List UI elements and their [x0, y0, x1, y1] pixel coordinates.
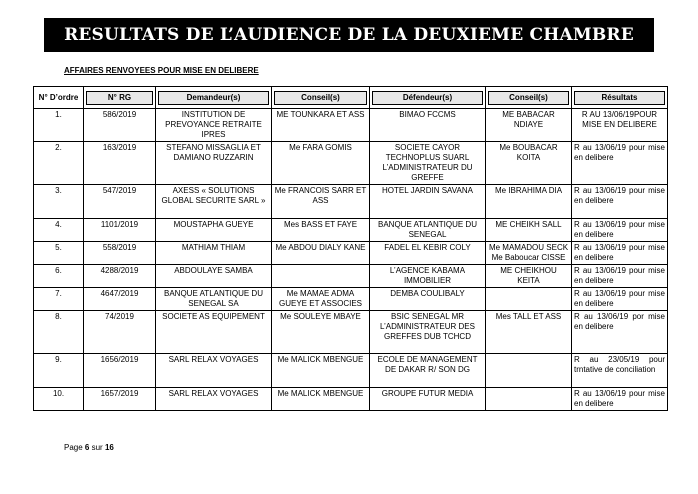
- cell-rg: 1101/2019: [84, 219, 156, 242]
- cell-ordre: 8.: [34, 311, 84, 354]
- cell-defendeur: ECOLE DE MANAGEMENT DE DAKAR R/ SON DG: [370, 354, 486, 388]
- table-row: [34, 219, 668, 242]
- page-footer: Page 6 sur 16: [64, 443, 114, 452]
- cell-rg: 4647/2019: [84, 288, 156, 311]
- table-header-row: [34, 87, 668, 109]
- table-row: [34, 242, 668, 265]
- cell-defendeur: BSIC SENEGAL MR L’ADMINISTRATEUR DES GREFFES DUB TCHCD: [370, 311, 486, 354]
- cell-conseil-defendeur: ME BABACAR NDIAYE: [486, 109, 572, 142]
- cell-defendeur: DEMBA COULIBALY: [370, 288, 486, 311]
- cell-ordre: 1.: [34, 109, 84, 142]
- cell-conseil-defendeur: Me MAMADOU SECK Me Baboucar CISSE: [486, 242, 572, 265]
- cell-rg: 1656/2019: [84, 354, 156, 388]
- cell-defendeur: HOTEL JARDIN SAVANA: [370, 185, 486, 219]
- cell-rg: 4288/2019: [84, 265, 156, 288]
- cell-defendeur: GROUPE FUTUR MEDIA: [370, 388, 486, 411]
- cell-conseil-defendeur: Me IBRAHIMA DIA: [486, 185, 572, 219]
- cell-conseil-demandeur: Me SOULEYE MBAYE: [272, 311, 370, 354]
- cell-defendeur: BIMAO FCCMS: [370, 109, 486, 142]
- cell-resultat: R au 13/06/19 pour mise en delibere: [572, 288, 668, 311]
- cell-conseil-defendeur: [486, 288, 572, 311]
- cell-demandeur: SARL RELAX VOYAGES: [156, 388, 272, 411]
- cell-resultat: R au 13/06/19 pour mise en delibere: [572, 388, 668, 411]
- table-row: [34, 185, 668, 219]
- cell-ordre: 7.: [34, 288, 84, 311]
- cell-conseil-defendeur: [486, 388, 572, 411]
- cell-defendeur: L’AGENCE KABAMA IMMOBILIER: [370, 265, 486, 288]
- cell-defendeur: FADEL EL KEBIR COLY: [370, 242, 486, 265]
- cell-rg: 74/2019: [84, 311, 156, 354]
- table-row: [34, 388, 668, 411]
- cell-resultat: R au 13/06/19 pour mise en delibere: [572, 265, 668, 288]
- cell-demandeur: INSTITUTION DE PREVOYANCE RETRAITE IPRES: [156, 109, 272, 142]
- header-ordre: N° D’ordre: [34, 87, 84, 109]
- table-row: [34, 109, 668, 142]
- table-row: [34, 288, 668, 311]
- cell-conseil-defendeur: Me BOUBACAR KOITA: [486, 142, 572, 185]
- page-title: RESULTATS DE L’AUDIENCE DE LA DEUXIEME CHAMBRE: [44, 18, 654, 52]
- cell-conseil-demandeur: ME TOUNKARA ET ASS: [272, 109, 370, 142]
- cell-ordre: 10.: [34, 388, 84, 411]
- cell-ordre: 6.: [34, 265, 84, 288]
- cell-rg: 547/2019: [84, 185, 156, 219]
- cell-demandeur: AXESS « SOLUTIONS GLOBAL SECURITE SARL »: [156, 185, 272, 219]
- cell-defendeur: BANQUE ATLANTIQUE DU SENEGAL: [370, 219, 486, 242]
- table-row: [34, 265, 668, 288]
- cell-resultat: R au 23/05/19 pour trntative de conciliation: [572, 354, 668, 388]
- cell-conseil-demandeur: Mes BASS ET FAYE: [272, 219, 370, 242]
- header-resultats: Résultats: [572, 87, 668, 109]
- cell-ordre: 9.: [34, 354, 84, 388]
- cell-conseil-defendeur: Mes TALL ET ASS: [486, 311, 572, 354]
- cell-ordre: 5.: [34, 242, 84, 265]
- header-defendeur: Défendeur(s): [370, 87, 486, 109]
- cell-demandeur: STEFANO MISSAGLIA ET DAMIANO RUZZARIN: [156, 142, 272, 185]
- cell-conseil-demandeur: Me FRANCOIS SARR ET ASS: [272, 185, 370, 219]
- cell-ordre: 3.: [34, 185, 84, 219]
- cell-demandeur: SOCIETE AS EQUIPEMENT: [156, 311, 272, 354]
- cell-ordre: 4.: [34, 219, 84, 242]
- cell-conseil-demandeur: Me FARA GOMIS: [272, 142, 370, 185]
- table-row: [34, 354, 668, 388]
- cell-conseil-defendeur: [486, 354, 572, 388]
- header-conseil-dem: Conseil(s): [272, 87, 370, 109]
- cell-demandeur: ABDOULAYE SAMBA: [156, 265, 272, 288]
- cell-demandeur: BANQUE ATLANTIQUE DU SENEGAL SA: [156, 288, 272, 311]
- cell-conseil-defendeur: ME CHEIKH SALL: [486, 219, 572, 242]
- cell-rg: 558/2019: [84, 242, 156, 265]
- section-subtitle: AFFAIRES RENVOYEES POUR MISE EN DELIBERE: [64, 66, 259, 75]
- cell-demandeur: SARL RELAX VOYAGES: [156, 354, 272, 388]
- cell-rg: 1657/2019: [84, 388, 156, 411]
- cell-resultat: R au 13/06/19 pour mise en delibere: [572, 242, 668, 265]
- cell-resultat: R au 13/06/19 por mise en delibere: [572, 311, 668, 354]
- table-row: [34, 142, 668, 185]
- cell-resultat: R au 13/06/19 pour mise en delibere: [572, 185, 668, 219]
- cell-defendeur: SOCIETE CAYOR TECHNOPLUS SUARL L’ADMINISTRATEUR DU GREFFE: [370, 142, 486, 185]
- header-conseil-def: Conseil(s): [486, 87, 572, 109]
- cell-conseil-demandeur: [272, 265, 370, 288]
- header-rg: N° RG: [84, 87, 156, 109]
- header-demandeur: Demandeur(s): [156, 87, 272, 109]
- cell-conseil-demandeur: Me MALICK MBENGUE: [272, 354, 370, 388]
- cell-rg: 586/2019: [84, 109, 156, 142]
- cell-resultat: R AU 13/06/19POUR MISE EN DELIBERE: [572, 109, 668, 142]
- results-table: [33, 86, 668, 411]
- cell-rg: 163/2019: [84, 142, 156, 185]
- cell-resultat: R au 13/06/19 pour mise en delibere: [572, 142, 668, 185]
- cell-demandeur: MOUSTAPHA GUEYE: [156, 219, 272, 242]
- table-row: [34, 311, 668, 354]
- cell-conseil-demandeur: Me ABDOU DIALY KANE: [272, 242, 370, 265]
- cell-ordre: 2.: [34, 142, 84, 185]
- cell-conseil-defendeur: ME CHEIKHOU KEITA: [486, 265, 572, 288]
- cell-conseil-demandeur: Me MAMAE ADMA GUEYE ET ASSOCIES: [272, 288, 370, 311]
- cell-demandeur: MATHIAM THIAM: [156, 242, 272, 265]
- cell-conseil-demandeur: Me MALICK MBENGUE: [272, 388, 370, 411]
- cell-resultat: R au 13/06/19 pour mise en delibere: [572, 219, 668, 242]
